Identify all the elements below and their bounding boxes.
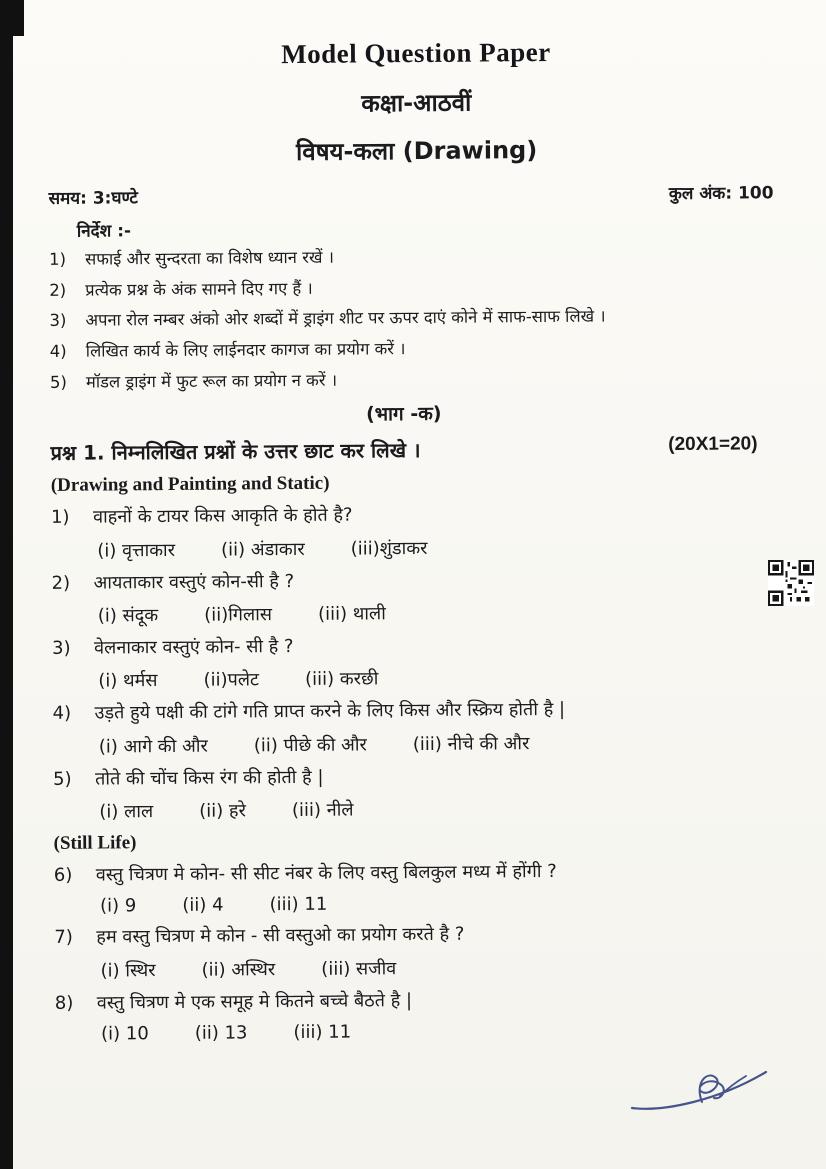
question-text: वेलनाकार वस्तुएं कोन- सी है ? <box>93 635 294 659</box>
option-ii: (ii) अंडाकार <box>220 538 305 561</box>
option-ii: (ii) पीछे की और <box>253 734 367 757</box>
instructions-heading: निर्देश :- <box>76 221 132 242</box>
section-heading-still-life: (Still Life) <box>53 832 137 854</box>
option-iii: (iii) नीले <box>291 799 354 822</box>
option-i: (i) आगे की और <box>98 735 208 758</box>
instruction-item <box>50 367 787 393</box>
paper-content <box>13 0 826 1049</box>
option-i: (i) वृत्ताकार <box>97 539 176 562</box>
question1-intro-row <box>50 433 787 466</box>
question-text: उड़ते हुये पक्षी की टांगे गति प्राप्त करने के लिए किस और स्क्रिय होती है | <box>94 699 566 724</box>
question-number: 6) <box>53 864 73 886</box>
option-ii: (ii) 4 <box>182 895 224 917</box>
instruction-number: 3) <box>49 311 67 331</box>
question-text: आयताकार वस्तुएं कोन-सी है ? <box>93 570 295 594</box>
instruction-number: 4) <box>49 341 67 361</box>
question-number: 1) <box>50 506 70 529</box>
question1-heading: प्रश्न 1. निम्नलिखित प्रश्नों के उत्तर छाट कर लिखे । <box>50 438 421 466</box>
instruction-text: सफाई और सुन्दरता का विशेष ध्यान रखें । <box>84 247 334 269</box>
question-item <box>51 500 788 562</box>
option-i: (i) संदूक <box>97 604 159 627</box>
total-marks-label: कुल अंक: 100 <box>668 183 774 205</box>
subject-heading: विषय-कला (Drawing) <box>296 136 538 166</box>
qr-code-icon <box>768 560 814 606</box>
option-ii: (ii)पलेट <box>203 669 260 692</box>
meta-row <box>48 180 785 209</box>
option-iii: (iii)शुंडाकर <box>350 537 428 560</box>
option-iii: (iii) 11 <box>293 1021 352 1044</box>
question-item <box>51 566 788 628</box>
option-ii: (ii)गिलास <box>204 604 273 626</box>
instruction-text: लिखित कार्य के लिए लाईनदार कागज का प्रयोग करें । <box>85 338 406 361</box>
question-item <box>53 696 790 758</box>
time-label: समय: 3:घण्टे <box>48 188 139 209</box>
instruction-item <box>49 275 786 301</box>
option-i: (i) 9 <box>100 895 137 918</box>
question-item <box>54 858 791 917</box>
instruction-item <box>49 244 786 270</box>
option-iii: (iii) नीचे की और <box>412 732 530 755</box>
question-item <box>55 986 792 1045</box>
instruction-number: 1) <box>48 249 67 269</box>
instruction-item <box>50 336 787 362</box>
instruction-number: 2) <box>49 280 67 300</box>
class-heading: कक्षा-आठवीं <box>361 88 472 118</box>
question-number: 3) <box>51 637 71 659</box>
instruction-text: अपना रोल नम्बर अंको ओर शब्दों में ड्राइंग शीट पर ऊपर दाएं कोने में साफ-साफ लिखे । <box>85 306 606 330</box>
option-i: (i) लाल <box>99 801 154 823</box>
question-item <box>53 762 790 824</box>
question-text: वस्तु चित्रण मे एक समूह मे कितने बच्चे बैठते है | <box>96 989 413 1014</box>
section-heading-drawing: (Drawing and Painting and Static) <box>50 472 330 497</box>
question-text: हम वस्तु चित्रण मे कोन - सी वस्तुओ का प्रयोग करते है ? <box>96 924 465 949</box>
page-title: Model Question Paper <box>281 36 551 70</box>
question-item <box>52 631 789 693</box>
option-i: (i) 10 <box>101 1023 149 1045</box>
option-iii: (iii) थाली <box>317 603 386 625</box>
option-iii: (iii) सजीव <box>321 958 397 980</box>
instruction-text: प्रत्येक प्रश्न के अंक सामने दिए गए हैं । <box>85 278 313 300</box>
question-text: वाहनों के टायर किस आकृति के होते है? <box>92 504 353 528</box>
option-ii: (ii) अस्थिर <box>201 959 276 981</box>
marks-scheme: (20X1=20) <box>668 433 758 456</box>
instruction-item <box>49 305 786 331</box>
instruction-number: 5) <box>49 372 67 392</box>
question-item <box>54 921 791 983</box>
instruction-text: मॉडल ड्राइंग में फुट रूल का प्रयोग न करें । <box>85 370 338 392</box>
question-number: 4) <box>52 703 72 725</box>
question-number: 5) <box>53 768 72 790</box>
option-i: (i) थर्मस <box>98 670 158 692</box>
question-number: 2) <box>51 572 71 594</box>
option-iii: (iii) करछी <box>305 668 379 691</box>
question-number: 7) <box>54 927 73 949</box>
part-heading: (भाग -क) <box>365 402 442 426</box>
option-ii: (ii) 13 <box>194 1022 248 1045</box>
signature-icon <box>624 1062 774 1120</box>
question-text: वस्तु चित्रण मे कोन- सी सीट नंबर के लिए वस्तु बिलकुल मध्य में होंगी ? <box>95 861 557 886</box>
option-i: (i) स्थिर <box>100 959 156 982</box>
question-text: तोते की चोंच किस रंग की होती है | <box>95 766 324 790</box>
question-number: 8) <box>54 992 74 1014</box>
option-ii: (ii) हरे <box>199 800 246 822</box>
option-iii: (iii) 11 <box>269 894 328 916</box>
scan-edge-artifact <box>0 0 13 1169</box>
